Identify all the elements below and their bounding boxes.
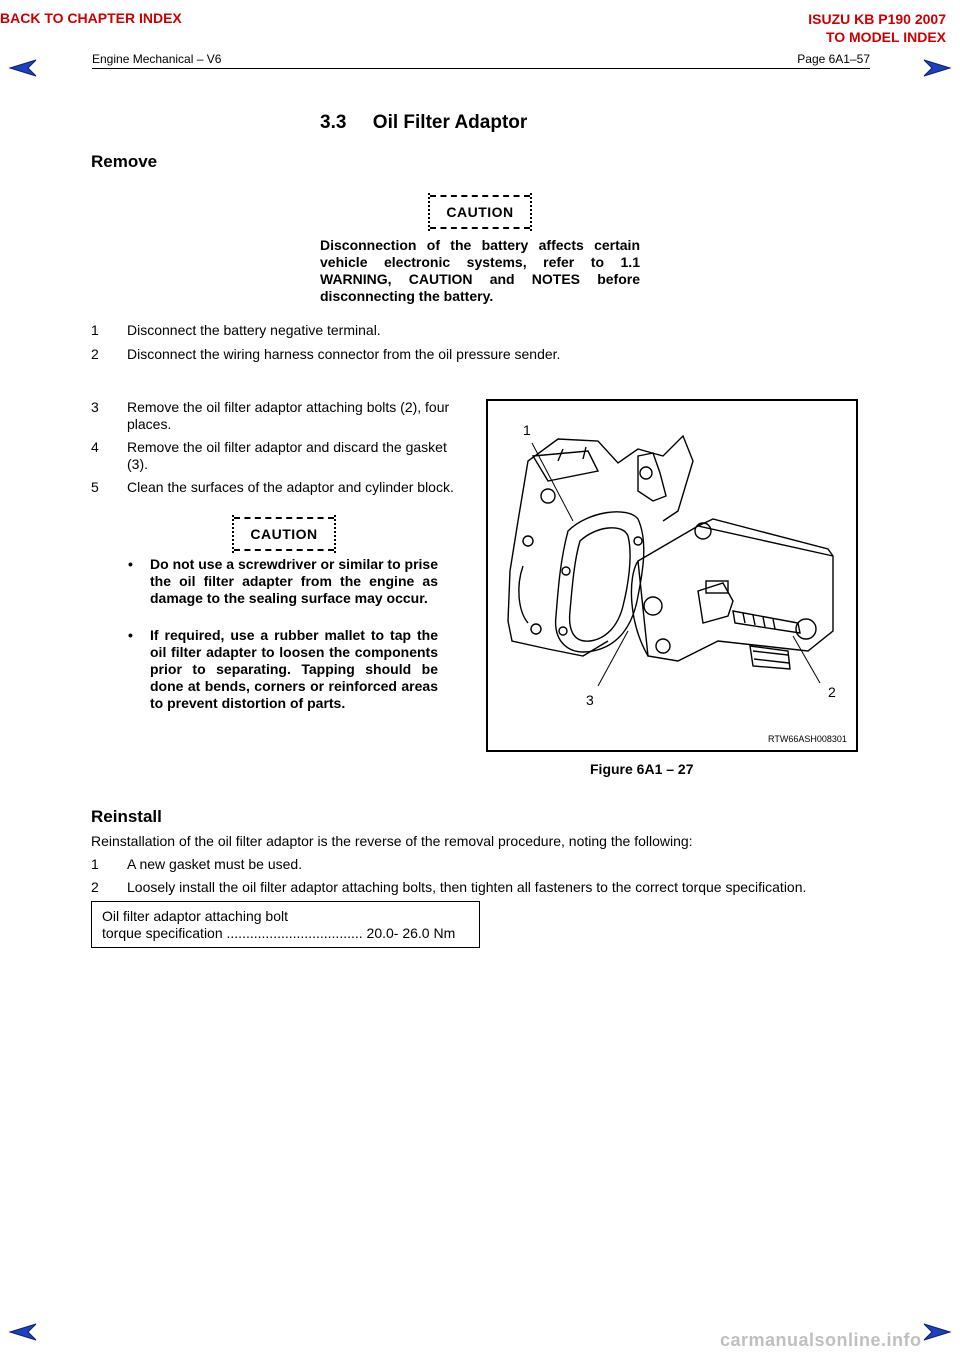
caution-label-1: CAUTION xyxy=(430,195,530,229)
figure-code: RTW66ASH008301 xyxy=(768,734,847,744)
model-title: ISUZU KB P190 2007 xyxy=(808,11,946,27)
reinstall-heading: Reinstall xyxy=(91,807,162,826)
figure-frame xyxy=(486,399,858,752)
torque-spec-line-2: torque specification ................................... 20.0- 26.0 Nm xyxy=(102,925,456,941)
to-model-index-link[interactable]: TO MODEL INDEX xyxy=(825,29,946,45)
section-title: 3.3 Oil Filter Adaptor xyxy=(320,112,528,133)
reinstall-intro: Reinstallation of the oil filter adaptor is the reverse of the removal procedure, noting the following: xyxy=(91,833,693,849)
caution-bullet-2: • If required, use a rubber mallet to tap the oil filter adapter to loosen the components prior to separating. Tapping should be done at bends, corners or reinforced areas to prevent distortion of parts. xyxy=(128,627,438,711)
callout-1: 1 xyxy=(523,422,531,438)
torque-spec-box xyxy=(91,901,480,948)
section-name: Engine Mechanical – V6 xyxy=(92,52,222,66)
torque-spec-line-1: Oil filter adaptor attaching bolt xyxy=(102,908,288,924)
prev-page-bottom-arrow-icon[interactable] xyxy=(8,1322,38,1342)
remove-step-4: 4 Remove the oil filter adaptor and discard the gasket (3). xyxy=(91,439,447,472)
callout-3: 3 xyxy=(586,692,594,708)
figure-caption: Figure 6A1 – 27 xyxy=(590,761,694,777)
remove-heading: Remove xyxy=(91,152,158,171)
caution-text-1: Disconnection of the battery affects certain vehicle electronic systems, refer to 1.1 WARNING, CAUTION and NOTES before disconnecting the battery. xyxy=(320,237,640,304)
next-page-arrow-icon[interactable] xyxy=(922,58,952,78)
watermark: carmanualsonline.info xyxy=(720,1330,922,1350)
page-number: Page 6A1–57 xyxy=(797,52,870,66)
oil-filter-adaptor-illustration xyxy=(488,401,856,750)
next-page-bottom-arrow-icon[interactable] xyxy=(922,1322,952,1342)
callout-2: 2 xyxy=(828,684,836,700)
prev-page-arrow-icon[interactable] xyxy=(8,58,38,78)
caution-bullet-1: • Do not use a screwdriver or similar to prise the oil filter adapter from the engine as damage to the sealing surface may occur. xyxy=(128,556,438,606)
caution-label-2: CAUTION xyxy=(234,517,334,551)
back-to-chapter-index-link[interactable]: BACK TO CHAPTER INDEX xyxy=(0,10,182,26)
header-rule xyxy=(92,68,870,69)
remove-step-3: 3 Remove the oil filter adaptor attaching bolts (2), four places. xyxy=(91,399,450,432)
